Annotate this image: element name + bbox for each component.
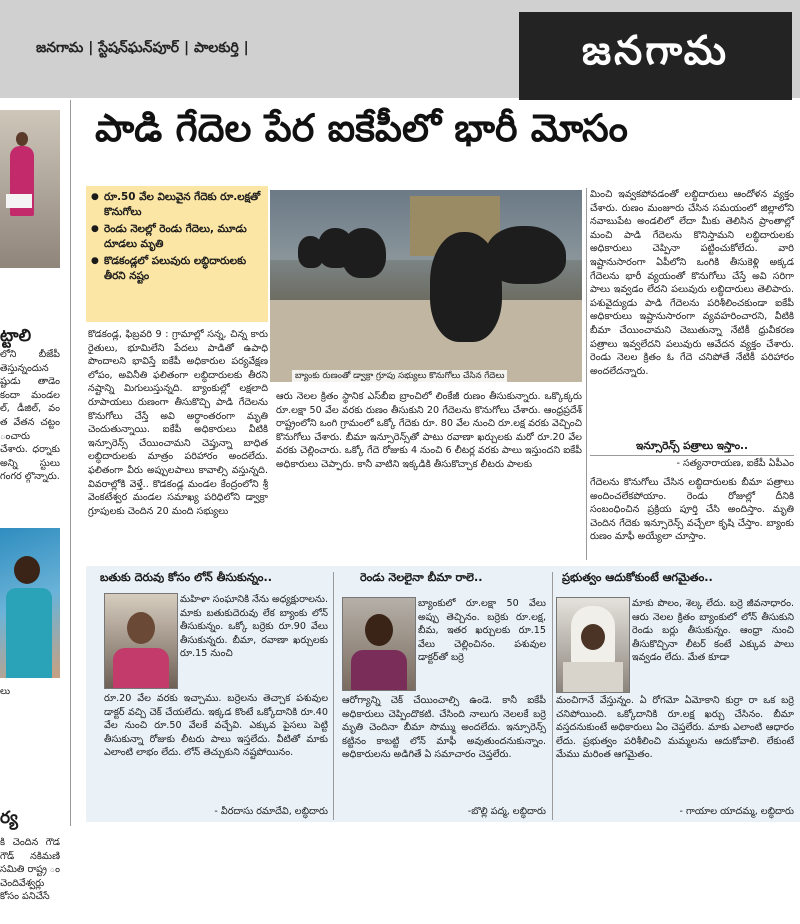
header-locations: జనగామ | స్టేషన్‌ఘన్‌పూర్ | పాలకుర్తి | [36, 40, 249, 56]
highlight-item: ● కొడకండ్లలో పలువురు లబ్ధిదారులకు తీరని నష్టం [90, 254, 264, 283]
testimonial-1-signature: - వీరదాసు రమాదేవి, లబ్ధిదారు [214, 806, 328, 817]
testimonial-1-title: బతుకు దెరువు కోసం లోన్‌ తీసుకున్నం.. [100, 571, 272, 584]
masthead [519, 12, 792, 100]
photo-caption: బ్యాంకు రుణంతో డ్వాక్రా గ్రూపు సభ్యులు కొనుగోలు చేసిన గేదెలు [292, 370, 507, 384]
main-headline: పాడి గేదెల పేర ఐకేపీలో భారీ మోసం [95, 106, 628, 150]
article-col-3b: గేదెలను కొనుగోలు చేసిన లబ్ధిదారులకు బీమా పత్రాలు అందించలేకపోయాం. రెండు రోజుల్లో దీనికి సంబంధించిన ప్రక్రియ పూర్తి చేసి అందిస్తాం. మృతి చెందిన గేదెకు ఇన్సూరెన్స్‌ వచ్చేలా కృషి చేస్తాం. బ్యాంకు రుణం మాఫీ అయ్యేలా చూస్తాం. [590, 477, 794, 543]
neighbor-text: లోని బీజేపీ తెస్తున్నందున ష్టుడు తాడెం కందా మండల ల్, డీజిల్, వం త వేతన చట్టం ంచారు చేశారు. ధర్నాకు అన్ని స్టులు గంగర ల్గొన్నారు. [0, 349, 60, 483]
article-col-3a: మించి ఇవ్వకపోవడంతో లబ్ధిదారులు ఆందోళన వ్యక్తం చేశారు. రుణం మంజూరు చేసిన సమయంలో జిల్లాలోని నవాబుపేట అండలిలో లేదా మీకు తెలిసిన ప్రాంతాల్లో మంచి పాడి గేదెలను కొనిస్తామని లబ్ధిదారులకు అధికారులు చెప్పినా పట్టించుకోలేదు. వారి ఇష్టానుసారంగా ఏపీలోని ఒంగికి తీసుకెళ్లి అక్కడ గేదెలను భారీ వ్యయంతో కొనుగోలు చేస్తే అవి సరిగా పాలు ఇవ్వడం లేదని పలువురు లబ్ధిదారులు తెలిపారు. పశువైద్యుడు పాడి గేదెలను పరిశీలించకుండా ఐకేపీ అధికారులు ఇష్టానుసారంగా వ్యవహరించారని, వీటికి బీమా చేయించామని చెబుతున్నా నేటికీ ధ్రువీకరణ పత్రాలు ఇవ్వలేదని పలువురు ఆవేదన వ్యక్తం చేశారు. రెండు నెలల క్రితం ఓ గేదె చనిపోతే నేటికీ పరిహారం అందలేదన్నారు. [590, 189, 794, 377]
neighbor-heading-2: ర్య [0, 808, 18, 828]
testimonial-3-portrait [556, 597, 630, 693]
testimonial-3-text-b: మంచిగానే వేస్తున్నం. ఏ రోగమో ఏమోకాని కుర్రా రా ఒక బర్రె చనిపోయింది. ఒక్కోదానికి రూ.లక్ష ఖర్చు చేసినం. బీమా వస్తదనుకుంటే అధికారులు ఏం చెప్తలేరు. మాకు ఎలాంటి ఆధారం లేదు. ప్రభుత్వం పరిశీలించి మమ్మలను ఆదుకోవాలి. లేకుంటే మేము మరింత ఆగమైతం. [556, 695, 794, 761]
subhead-insurance: ఇన్సూరెన్స్‌ పత్రాలు ఇస్తాం.. [635, 440, 748, 452]
testimonial-2-text-b: ఆరోగ్యాన్ని చెక్‌ చేయించాల్సి ఉండె. కానీ ఐకేపీ అధికారులు చెప్పిందొకటి. చేసింది నాలుగు నెలలకే బర్రె మృతి చెందినా బీమా సొమ్ము అందలేదు. ఇన్సూరెన్స్‌ కట్టినం కాబట్టి లోన్‌ మాఫీ అవుతుందనుకున్నాం. అధికారులను అడిగితే ఏ సమాచారం చెప్తలేరు. [342, 695, 546, 761]
highlight-item: ● రూ.50 వేల విలువైన గేదెకు రూ.లక్షతో కొనుగోలు [90, 190, 264, 219]
testimonial-2-text-a: బ్యాంకులో రూ.లక్షా 50 వేలు అప్పు తెచ్చినం. బర్రెకు రూ.లక్ష, బీమ, ఇతర ఖర్చులకు రూ.15 వేలు చెల్లించినం. పశువుల డాక్టర్‌తో బర్రె [418, 598, 546, 664]
article-col-2: ఆరు నెలల క్రితం స్థానిక ఎస్‌బీఐ బ్రాంచిలో లింకేజీ రుణం తీసుకున్నారు. ఒక్కొక్కరు రూ.లక్షా 50 వేల వరకు రుణం తీసుకుని 20 గేదెలను కొనుగోలు చేశారు. ఆంధ్రప్రదేశ్‌ రాష్ట్రంలోని ఒంగి గ్రామంలో ఒక్కో గేదెకు రూ. 80 వేల నుంచి రూ.లక్ష వరకు వెచ్చించి కొనుగోలు చేశారు. బీమా ఇన్సూరెన్స్‌తో పాటు రవాణా ఖర్చులకు మరో రూ.20 వేల వరకు చెల్లించారు. ఒక్కో గేదె రోజుకు 4 నుంచి 6 లీటర్ల వరకు పాలు ఇస్తుందని ఐకేపీ అధికారులు చెప్పారు. కానీ వాటిని ఇక్కడికి తీసుకొచ్చాక లీటరు పాలకు [276, 391, 582, 470]
left-neighbor-column [0, 100, 62, 903]
testimonial-3-signature: - గాయాల యాదమ్మ, లబ్ధిదారు [679, 806, 794, 817]
testimonial-1-text-a: మహిళా సంఘానికి నేను అధ్యక్షురాలను. మాకు బతుకుదెరువు లేక బ్యాంకు లోన్‌ తీసుకున్నం. ఒక్కో బర్రెకు రూ.90 వేలు తీసుకున్నరు. బీమా, రవాణా ఖర్చులకు రూ.15 నుంచి [180, 594, 328, 660]
neighbor-heading: ట్టాలి [0, 326, 32, 346]
neighbor-photo-protest [0, 110, 60, 268]
testimonial-1-portrait [104, 593, 178, 689]
column-divider [70, 100, 71, 826]
highlights-box [86, 186, 268, 322]
highlight-item: ● రెండు నెలల్లో రెండు గేదెలు, మూడు దూడలు మృతి [90, 222, 264, 251]
testimonial-2-title: రెండు నెలలైనా బీమా రాలె.. [360, 571, 483, 584]
article-col-1: కొడకండ్ల, ఫిబ్రవరి 9 : గ్రామాల్లో సన్న, చిన్న కారు రైతులు, భూమిలేని పేదలు పాడితో ఉపాధి పొందాలని భావిస్తే ఐకేపీ అధికారుల పర్యవేక్షణ లోపం, అవినీతి ఫలితంగా లబ్ధిదారులకు తీరని నష్టాన్ని మిగులుస్తున్నది. బ్యాంకుల్లో లక్షలాది రూపాయలు రుణంగా తీసుకొచ్చి పాడి గేదెలను కొనుగోలు చేస్తే అవి అర్ధాంతరంగా మృతి చెందుతున్నాయి. ఐకేపీ అధికారులు వీటికి ఇన్సూరెన్స్‌ చేయించామని చెప్తున్నా బాధిత లబ్ధిదారులకు మాత్రం పరిహారం అందలేదు. ఫలితంగా వీరు అప్పులపాలు కావాల్సి వస్తున్నది. వివరాల్లోకి వెళ్తే.. కొడకండ్ల మండల కేంద్రంలోని శ్రీ వెంకటేశ్వర మండల సమాఖ్య పరిధిలోని డ్వాక్రా గ్రూపులకు చెందిన 20 మంది సభ్యులు [88, 329, 268, 517]
testimonial-2-signature: -బొల్లి పద్మ, లబ్ధిదారు [467, 806, 546, 817]
buffalo-photo [270, 190, 582, 382]
testimonial-1-text-b: రూ.20 వేల వరకు ఇచ్చాము. బర్రెలను తెచ్చాక పశువుల డాక్టర్‌ వచ్చి చెక్‌ చేయలేదు. ఇక్కడ కొంటే ఒక్కోదానికి రూ.40 వేల నుంచి రూ.50 వేలకే వచ్చేవి. ఎక్కువ పైసలు పెట్టి తీసుకున్నా రోజుకు లీటరు పాలు ఇస్తలేదు. వీటితో మాకు ఎలాంటి లాభం లేదు. లోన్‌ తెచ్చుకుని నష్టపోయినం. [104, 693, 328, 759]
testimonial-3-text-a: మాకు పొలం, శెల్క లేదు. బర్రె జీవనాధారం. ఆరు నెలల క్రితం బ్యాంకులో లోన్‌ తీసుకుని రెండు బర్లు తీసుకున్నం. ఆంధ్రా నుంచి తీసుకొచ్చినా లీటర్‌ కంటే ఎక్కువ పాలు ఇవ్వడం లేదు. మేత కూడా [632, 598, 794, 664]
neighbor-caption: లు [0, 686, 11, 697]
testimonial-2-portrait [342, 597, 416, 691]
byline-apm: - సత్యనారాయణ, ఐకేపీ ఏపీఎం [676, 458, 794, 469]
neighbor-text-2: కి చెందిన గౌడ గౌడ్‌ నకిమణి సమితి రాష్ట్ర ం చెందివేశ్వర్లు కోసం పనిచేసే [0, 837, 60, 903]
neighbor-photo-group [0, 528, 60, 678]
masthead-title: జనగామ [581, 28, 730, 74]
testimonial-3-title: ప్రభుత్వం ఆదుకోకుంటే ఆగమైతం.. [562, 571, 713, 584]
